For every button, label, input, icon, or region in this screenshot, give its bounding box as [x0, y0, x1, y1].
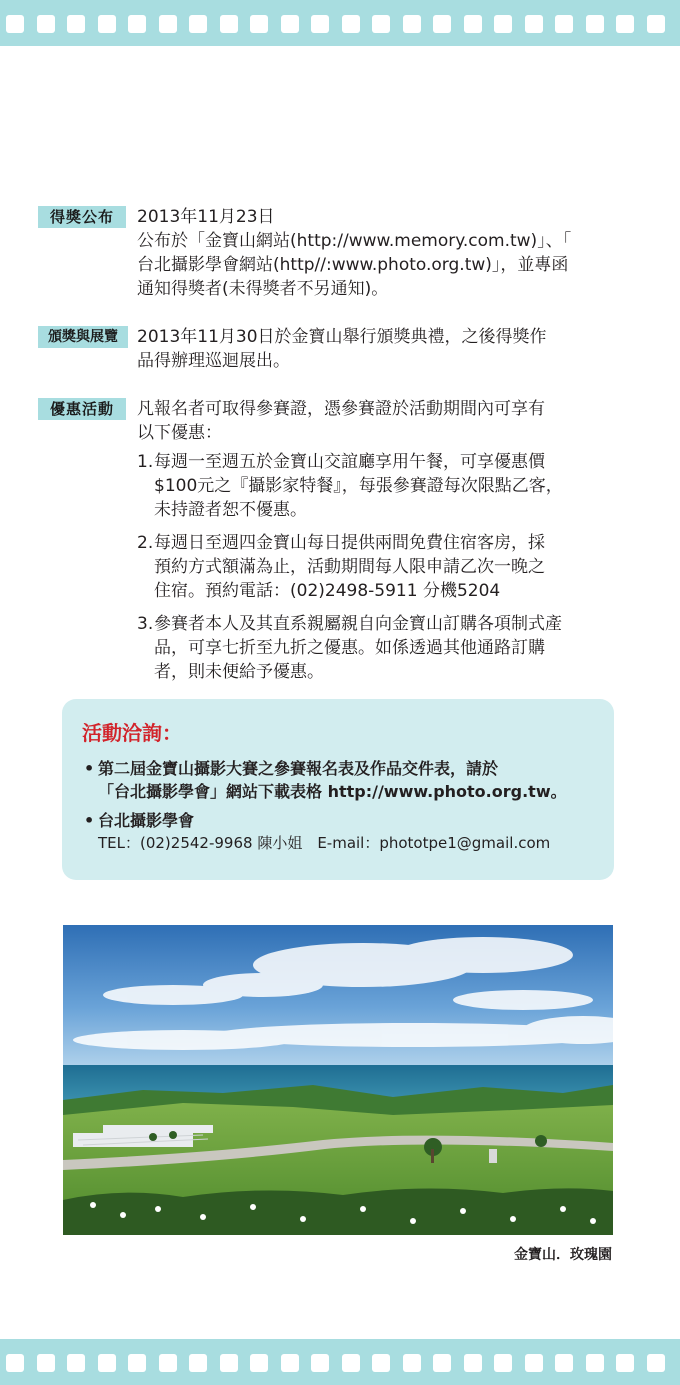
film-perforation [220, 1354, 238, 1372]
film-perforation [128, 15, 146, 33]
section-tag-ceremony: 頒獎與展覽 [38, 326, 128, 348]
film-perforation [525, 1354, 543, 1372]
contact-download-line[interactable]: 「台北攝影學會」網站下載表格 http://www.photo.org.tw。 [98, 782, 567, 801]
contact-title: 活動洽詢： [82, 721, 182, 745]
film-perforation [159, 1354, 177, 1372]
film-perforation [220, 15, 238, 33]
list-item-line: 每週一至週五於金寶山交誼廳享用午餐，可享優惠價 [154, 452, 545, 472]
film-perforation [311, 15, 329, 33]
list-item-line: 每週日至週四金寶山每日提供兩間免費住宿客房，採 [154, 533, 545, 553]
film-perforation [67, 1354, 85, 1372]
film-perforation [98, 15, 116, 33]
film-perforation [67, 15, 85, 33]
film-perforation [250, 1354, 268, 1372]
film-perforation [586, 1354, 604, 1372]
ceremony-text [137, 325, 612, 373]
list-item-line: 預約方式額滿為止，活動期間每人限申請乙次一晚之 [154, 557, 545, 577]
offers-intro-line: 以下優惠： [137, 423, 222, 443]
ceremony-line: 品得辦理巡迴展出。 [137, 351, 290, 371]
film-perforation [342, 1354, 360, 1372]
film-perforation [433, 15, 451, 33]
film-perforation [555, 1354, 573, 1372]
list-item [137, 612, 612, 684]
film-perforation [616, 1354, 634, 1372]
film-perforation [128, 1354, 146, 1372]
film-perforation [464, 15, 482, 33]
film-perforation [586, 15, 604, 33]
award-text [137, 205, 612, 301]
list-item [137, 531, 612, 603]
film-strip-bottom [0, 1339, 680, 1385]
list-item-number: 3. [137, 614, 154, 634]
contact-association-name: 台北攝影學會 [98, 811, 195, 830]
film-perforation [372, 15, 390, 33]
award-line: 台北攝影學會網站(http//:www.photo.org.tw)」，並專函 [137, 255, 569, 275]
award-date: 2013年11月23日 [137, 207, 275, 227]
bullet-icon: • [84, 759, 95, 778]
list-item-line: 未持證者恕不優惠。 [154, 500, 307, 520]
film-perforation [403, 15, 421, 33]
contact-phone-email[interactable]: TEL：(02)2542-9968 陳小姐 E-mail：phototpe1@gmail.com [98, 834, 551, 852]
landscape-photo [63, 925, 613, 1235]
ceremony-line: 2013年11月30日於金寶山舉行頒獎典禮，之後得獎作 [137, 327, 547, 347]
film-perforation [189, 15, 207, 33]
section-tag-offers: 優惠活動 [38, 398, 126, 420]
film-perforation [281, 15, 299, 33]
bullet-icon: • [84, 811, 95, 830]
film-perforation [37, 15, 55, 33]
film-perforation [464, 1354, 482, 1372]
award-line: 通知得獎者(未得獎者不另通知)。 [137, 279, 389, 299]
film-perforation [494, 15, 512, 33]
film-perforation [311, 1354, 329, 1372]
award-line: 公布於「金寶山網站(http://www.memory.com.tw)」、「 [137, 231, 572, 251]
film-perforation [37, 1354, 55, 1372]
film-perforation [189, 1354, 207, 1372]
film-perforation [250, 15, 268, 33]
photo-caption: 金寶山．玫瑰園 [514, 1247, 612, 1263]
film-perforation [647, 15, 665, 33]
film-perforation [159, 15, 177, 33]
list-item-number: 2. [137, 533, 154, 553]
list-item-line: 參賽者本人及其直系親屬親自向金寶山訂購各項制式產 [154, 614, 562, 634]
film-perforation [372, 1354, 390, 1372]
film-perforation [6, 15, 24, 33]
film-perforation [555, 15, 573, 33]
list-item [137, 450, 612, 522]
offers-intro-line: 凡報名者可取得參賽證，憑參賽證於活動期間內可享有 [137, 399, 545, 419]
film-perforation [647, 1354, 665, 1372]
contact-item-association [84, 809, 614, 855]
film-perforation [6, 1354, 24, 1372]
list-item-line: 者，則未便給予優惠。 [154, 662, 324, 682]
section-tag-award: 得獎公布 [38, 206, 126, 228]
film-strip-top [0, 0, 680, 46]
film-perforation [525, 15, 543, 33]
offers-list [137, 450, 612, 693]
offers-intro [137, 397, 612, 445]
film-perforation [281, 1354, 299, 1372]
list-item-line: 品，可享七折至九折之優惠。如係透過其他通路訂購 [154, 638, 545, 658]
film-perforation [494, 1354, 512, 1372]
list-item-number: 1. [137, 452, 154, 472]
film-perforation [616, 15, 634, 33]
film-perforation [403, 1354, 421, 1372]
film-perforation [433, 1354, 451, 1372]
list-item-line: 住宿。預約電話：(02)2498-5911 分機5204 [154, 581, 501, 601]
list-item-line: $100元之『攝影家特餐』，每張參賽證每次限點乙客， [154, 476, 563, 496]
film-perforation [342, 15, 360, 33]
contact-info-box [62, 699, 614, 880]
film-perforation [98, 1354, 116, 1372]
contact-item-download [84, 757, 604, 803]
contact-download-line: 第二屆金寶山攝影大賽之參賽報名表及作品交件表，請於 [98, 759, 499, 778]
